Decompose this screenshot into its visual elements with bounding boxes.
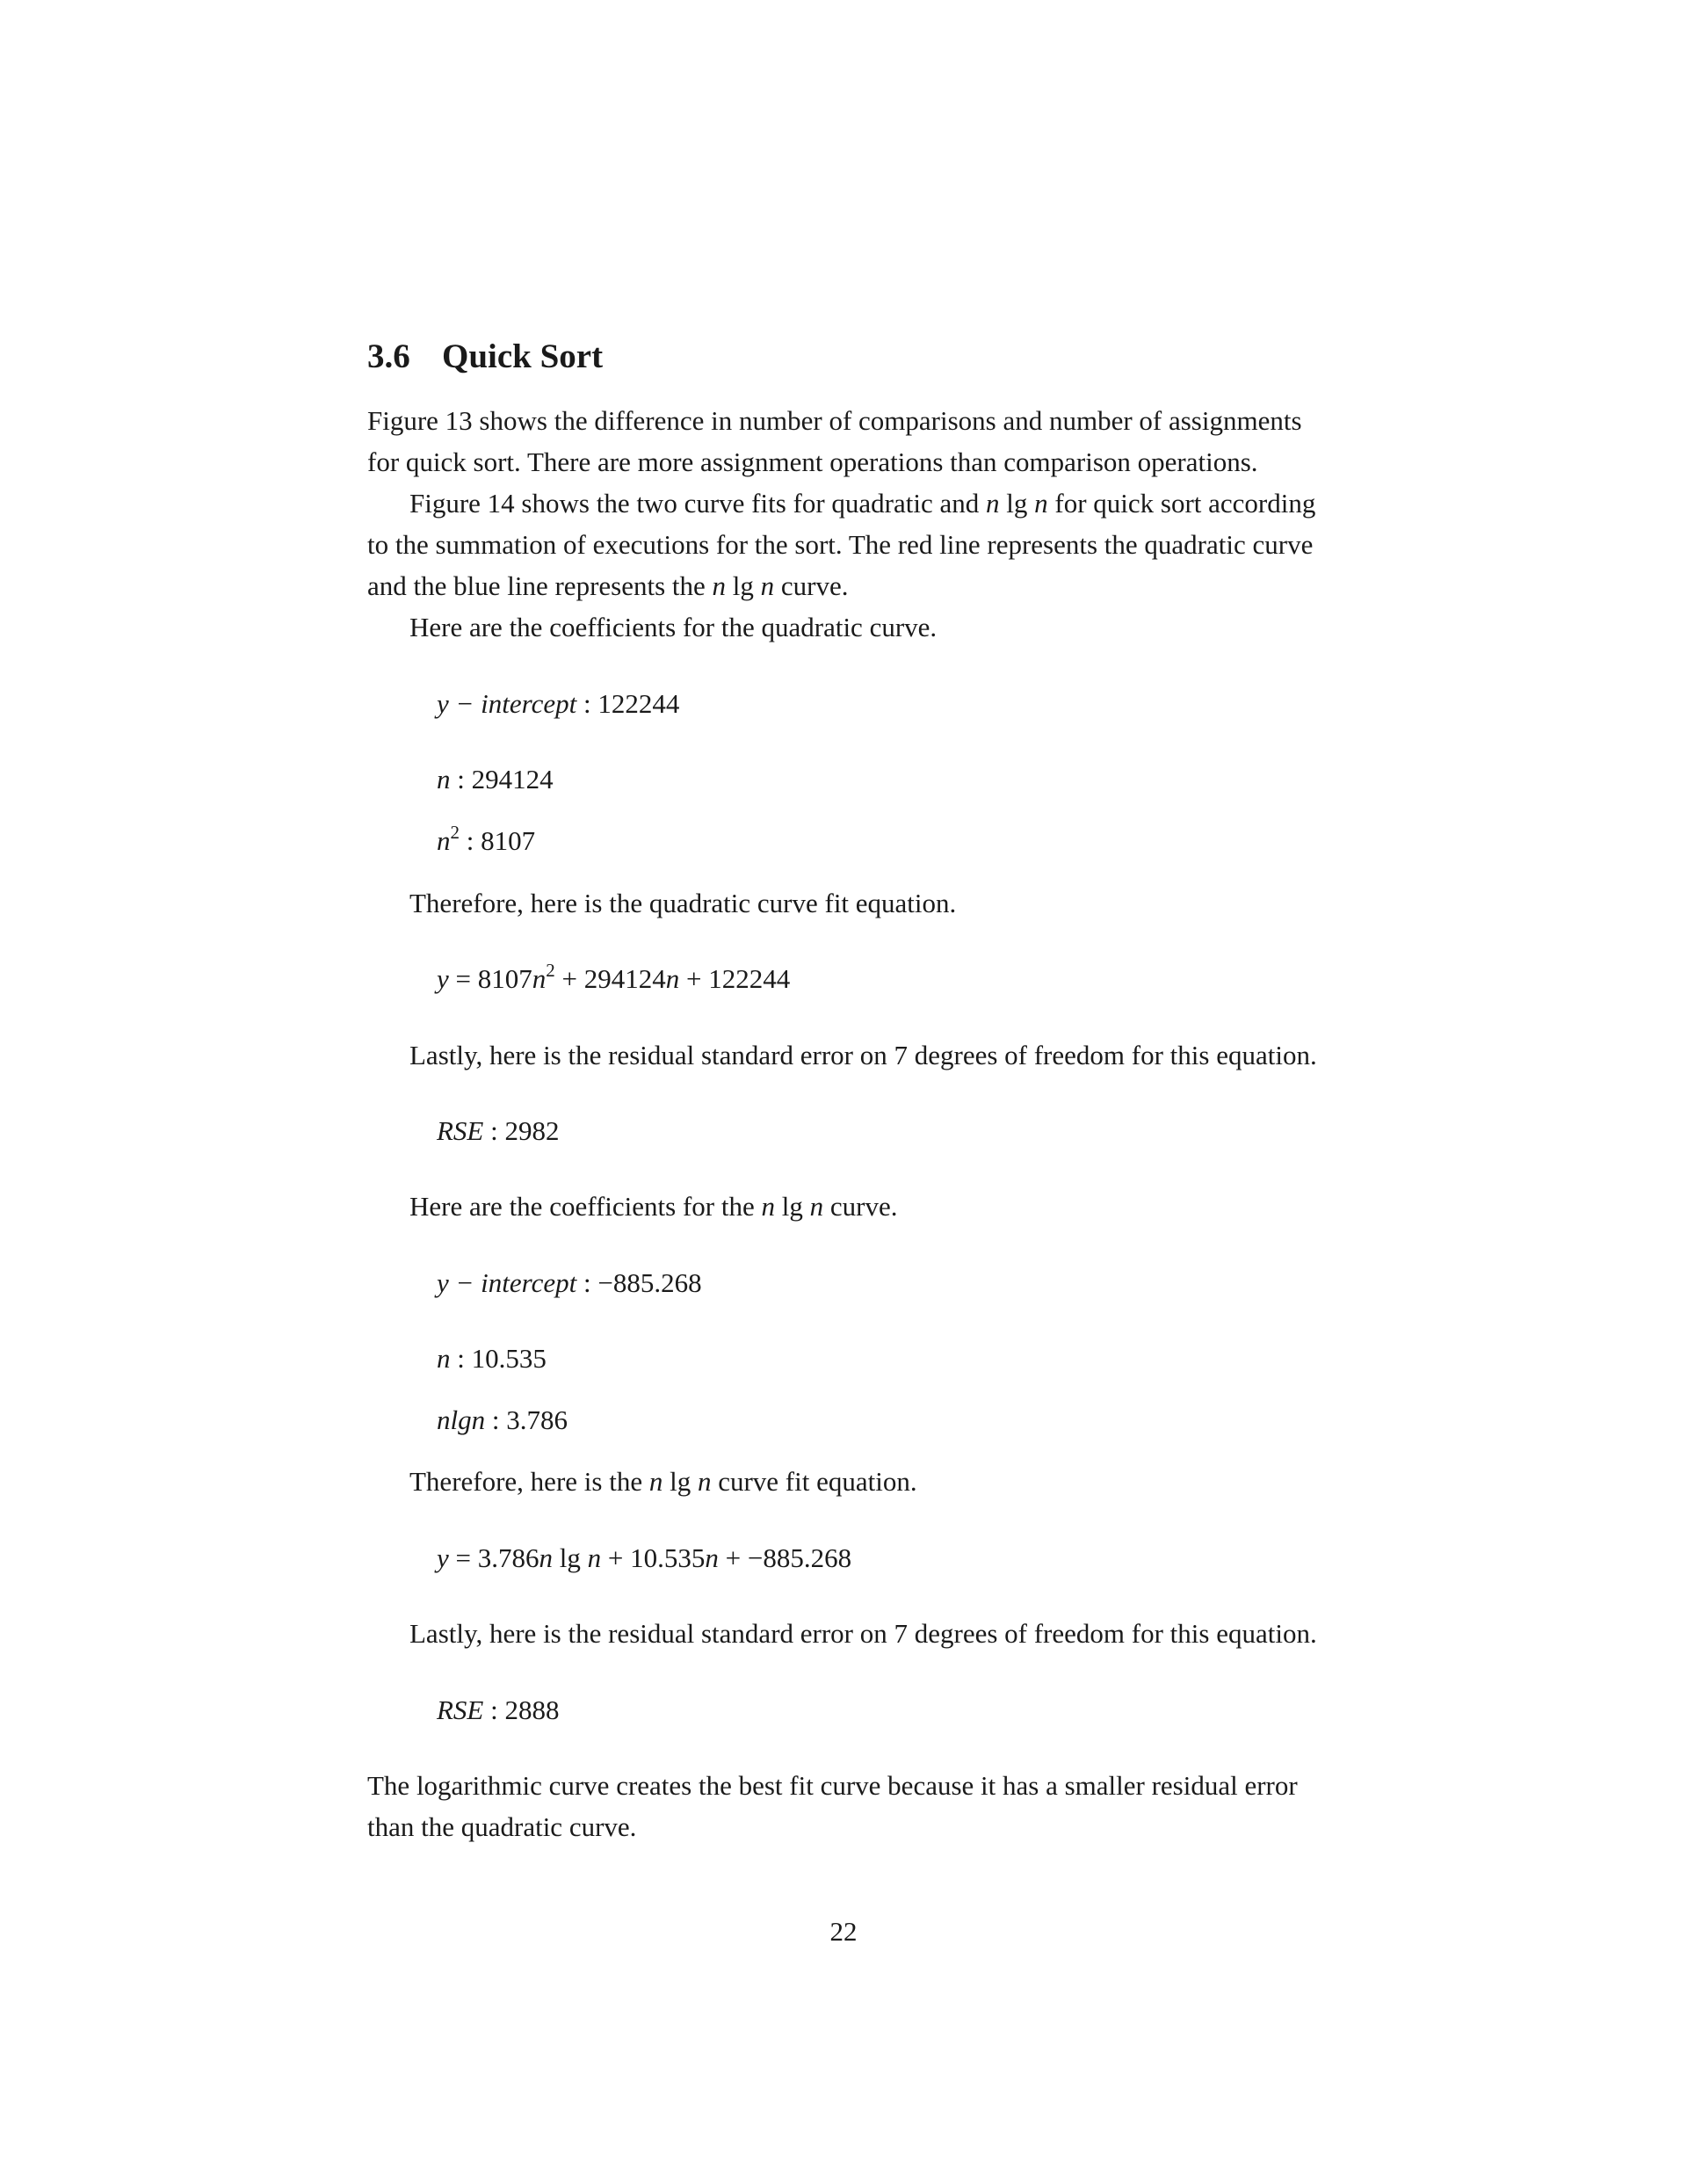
math-n: n — [665, 963, 680, 994]
math-n: n — [648, 1466, 663, 1497]
quadratic-therefore: Therefore, here is the quadratic curve fit equation. — [409, 888, 957, 918]
math-label: y − intercept — [437, 1267, 577, 1298]
para2-line3-text-b: curve. — [774, 570, 849, 601]
para1-line2: for quick sort. There are more assignment operations than comparison operations. — [367, 446, 1258, 477]
nlgn-lastly: Lastly, here is the residual standard error on 7 degrees of freedom for this equation. — [409, 1618, 1317, 1649]
quadratic-equation — [437, 960, 791, 994]
math-value: : −885.268 — [576, 1267, 702, 1298]
math-n: n — [705, 1542, 719, 1573]
math-n: n — [697, 1466, 712, 1497]
para2-line2: to the summation of executions for the sort. The red line represents the quadratic curve — [367, 529, 1314, 560]
math-n: n — [986, 488, 1000, 519]
math-value: : 10.535 — [450, 1343, 547, 1374]
math-term: + 10.535 — [601, 1542, 706, 1573]
math-n: n — [761, 1191, 775, 1222]
section-title: Quick Sort — [442, 337, 604, 375]
math-y: y — [437, 963, 449, 994]
nlgn-rse — [437, 1696, 560, 1723]
math-lg: lg — [553, 1542, 588, 1573]
math-value: : 122244 — [576, 688, 680, 719]
math-label: n — [437, 825, 451, 856]
math-label: RSE — [437, 1115, 484, 1146]
conclusion-line2: than the quadratic curve. — [367, 1811, 637, 1842]
math-value: : 3.786 — [485, 1404, 568, 1435]
math-term: + 294124 — [554, 963, 666, 994]
math-label: RSE — [437, 1694, 484, 1725]
para2-line3 — [367, 572, 849, 599]
quadratic-n-coef — [437, 765, 554, 793]
math-lg: lg — [999, 488, 1035, 519]
math-value: : 2888 — [483, 1694, 560, 1725]
section-number: 3.6 — [367, 337, 410, 375]
math-term: = 3.786 — [448, 1542, 539, 1573]
nlgn-intro-text-a: Here are the coefficients for the — [409, 1191, 762, 1222]
quadratic-intro: Here are the coefficients for the quadratic curve. — [409, 612, 938, 642]
math-value: : 2982 — [483, 1115, 560, 1146]
math-label: n — [437, 764, 451, 795]
quadratic-n2-coef — [437, 822, 536, 856]
math-value: : 294124 — [450, 764, 554, 795]
math-n: n — [809, 1191, 824, 1222]
nlgn-equation — [437, 1544, 851, 1571]
quadratic-lastly: Lastly, here is the residual standard error on 7 degrees of freedom for this equation. — [409, 1040, 1317, 1070]
math-n: n — [1034, 488, 1048, 519]
nlgn-intro — [409, 1193, 897, 1220]
math-n: n — [532, 963, 547, 994]
para2-line1 — [409, 490, 1315, 517]
nlgn-therefore-text-a: Therefore, here is the — [409, 1466, 649, 1497]
quadratic-rse — [437, 1117, 560, 1144]
math-label: nlgn — [437, 1404, 486, 1435]
quadratic-intercept — [437, 690, 679, 717]
math-n: n — [712, 570, 727, 601]
math-n: n — [760, 570, 775, 601]
math-n: n — [539, 1542, 553, 1573]
math-term: = 8107 — [448, 963, 532, 994]
nlgn-n-coef — [437, 1345, 547, 1372]
para2-line1-text-b: for quick sort according — [1047, 488, 1316, 519]
math-superscript: 2 — [450, 822, 460, 843]
nlgn-intercept — [437, 1269, 702, 1296]
math-label: n — [437, 1343, 451, 1374]
nlgn-intro-text-b: curve. — [823, 1191, 898, 1222]
nlgn-therefore — [409, 1468, 917, 1495]
conclusion-line1: The logarithmic curve creates the best fit curve because it has a smaller residual error — [367, 1770, 1298, 1801]
page-number: 22 — [829, 1916, 858, 1947]
nlgn-nlgn-coef — [437, 1406, 568, 1433]
para2-line1-text-a: Figure 14 shows the two curve fits for quadratic and — [409, 488, 987, 519]
para1-line1: Figure 13 shows the difference in number of comparisons and number of assignments — [367, 405, 1302, 436]
section-heading — [367, 337, 603, 376]
math-superscript: 2 — [546, 960, 555, 981]
para2-line3-text-a: and the blue line represents the — [367, 570, 713, 601]
nlgn-therefore-text-b: curve fit equation. — [711, 1466, 917, 1497]
math-y: y — [437, 1542, 449, 1573]
math-lg: lg — [726, 570, 761, 601]
math-term: + −885.268 — [718, 1542, 852, 1573]
math-label: y − intercept — [437, 688, 577, 719]
math-lg: lg — [775, 1191, 810, 1222]
math-value: : 8107 — [460, 825, 536, 856]
math-lg: lg — [662, 1466, 698, 1497]
math-term: + 122244 — [679, 963, 791, 994]
math-n: n — [587, 1542, 602, 1573]
